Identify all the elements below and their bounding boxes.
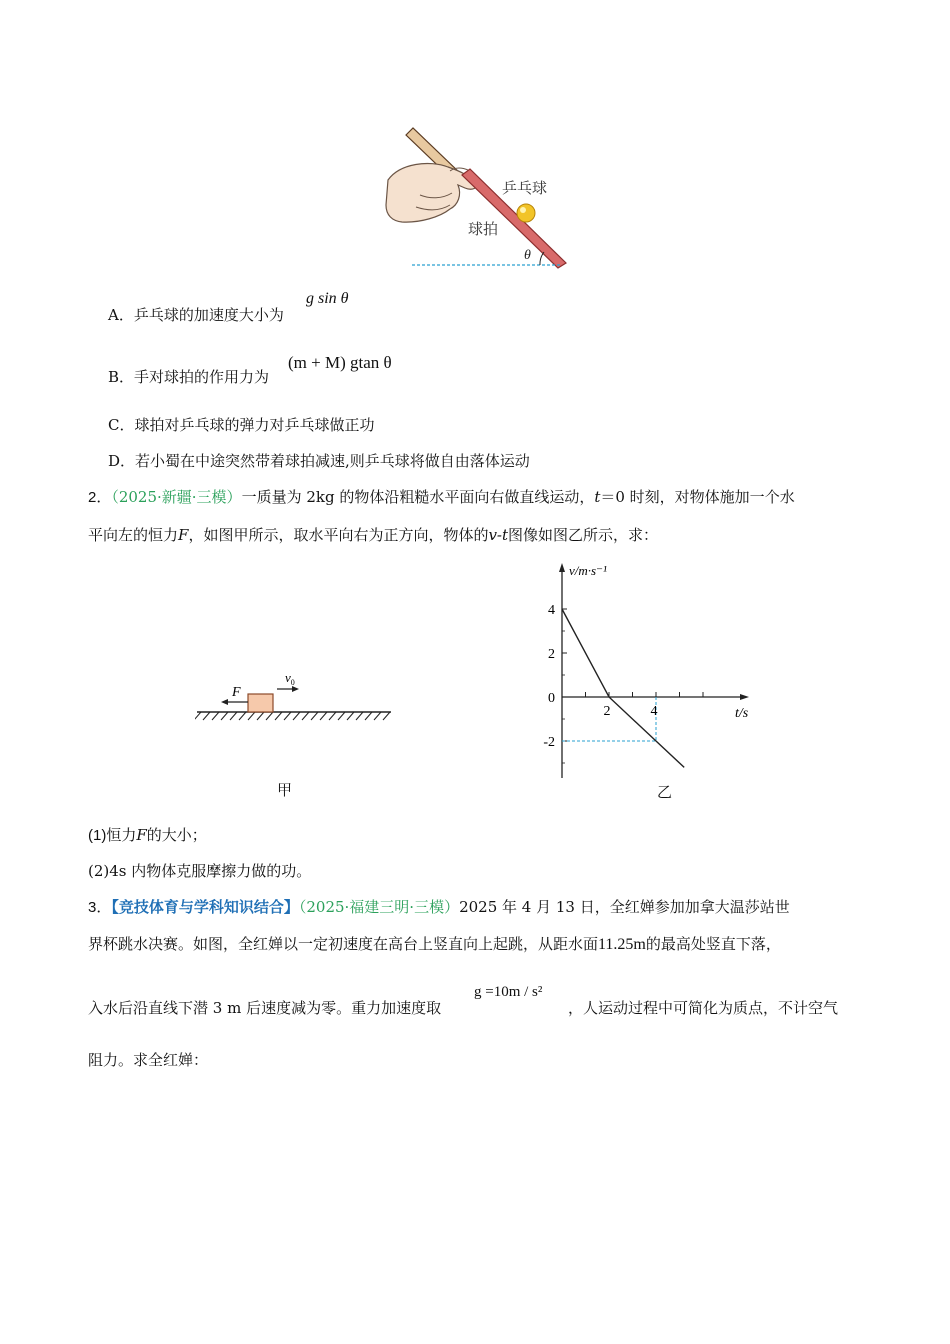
q3-text: 的最高处竖直下落， xyxy=(645,935,781,953)
velocity-arrow-icon xyxy=(277,686,299,692)
q2-t-symbol: t xyxy=(594,488,601,506)
label-ball: 乒乓球 xyxy=(502,179,548,197)
q3-text: 阻力。求全红婵： xyxy=(88,1051,209,1069)
q2-line2 xyxy=(88,525,658,545)
figure-racket-ball xyxy=(380,125,580,275)
option-a xyxy=(108,305,284,325)
vt-chart xyxy=(535,560,760,780)
q3-number: 3． xyxy=(88,899,112,916)
formula-a: g sin θ xyxy=(306,290,349,307)
q2-number: 2． xyxy=(88,489,112,506)
y-tick-label: -2 xyxy=(543,735,555,750)
hatch-mark xyxy=(356,712,363,720)
hatch-mark xyxy=(195,712,201,720)
hatch-mark xyxy=(284,712,291,720)
q3-text: 界杯跳水决赛。如图，全红婵以一定初速度在高台上竖直向上起跳，从距水面 xyxy=(88,935,599,953)
force-label: F xyxy=(232,685,241,700)
q2-sub2 xyxy=(88,861,311,881)
hatch-mark xyxy=(275,712,282,720)
formula-b: (m + M) gtan θ xyxy=(288,353,392,372)
q2-sub1-text: (1)恒力 xyxy=(88,827,137,844)
option-letter: C． xyxy=(108,416,135,434)
hatch-mark xyxy=(365,712,372,720)
q2-source: （2025·新疆·三模） xyxy=(111,488,242,506)
hatch-mark xyxy=(203,712,210,720)
ground-hatching xyxy=(195,712,390,720)
hatch-mark xyxy=(338,712,345,720)
q2-sub1-F: F xyxy=(136,826,147,844)
q3-line1 xyxy=(88,897,790,918)
velocity-subscript: 0 xyxy=(290,678,295,687)
hatch-mark xyxy=(293,712,300,720)
option-text: 若小蜀在中途突然带着球拍减速,则乒乓球将做自由落体运动 xyxy=(135,452,530,470)
q2-sub2-text: (2)4s 内物体克服摩擦力做的功。 xyxy=(88,862,312,880)
q2-text: 一质量为 2kg 的物体沿粗糙水平面向右做直线运动， xyxy=(241,488,595,506)
hatch-mark xyxy=(329,712,336,720)
series-line xyxy=(562,609,684,767)
q3-line3 xyxy=(88,998,441,1018)
q3-text: ，人运动过程中可简化为质点，不计空气 xyxy=(568,999,839,1017)
ping-pong-ball-icon xyxy=(517,204,535,222)
q3-line2 xyxy=(88,934,781,955)
q3-text: 入水后沿直线下潜 3 m 后速度减为零。重力加速度取 xyxy=(88,999,442,1017)
velocity-label: $v_0$ xyxy=(285,670,295,687)
q2-F-symbol: F xyxy=(178,526,189,544)
option-text: 球拍对乒乓球的弹力对乒乓球做正功 xyxy=(134,416,375,434)
hatch-mark xyxy=(266,712,273,720)
label-racket: 球拍 xyxy=(468,220,499,238)
q3-source: （2025·福建三明·三模） xyxy=(298,898,460,916)
y-tick-labels xyxy=(543,603,555,750)
x-tick-label: 2 xyxy=(603,704,611,719)
hatch-mark xyxy=(221,712,228,720)
option-letter: B． xyxy=(108,368,135,386)
hatch-mark xyxy=(212,712,219,720)
label-angle: θ xyxy=(524,248,531,263)
q2-text: ，如图甲所示，取水平向右为正方向，物体的 xyxy=(188,526,489,544)
q2-sub1 xyxy=(88,825,207,846)
caption-yi: 乙 xyxy=(657,783,673,801)
q3-line3b xyxy=(568,998,838,1018)
caption-jia: 甲 xyxy=(277,781,293,799)
hatch-mark xyxy=(311,712,318,720)
x-tick-label: 4 xyxy=(650,704,658,719)
hatch-mark xyxy=(239,712,246,720)
hatch-mark xyxy=(383,712,390,720)
y-tick-label: 4 xyxy=(548,603,555,618)
figure-jia xyxy=(195,665,395,735)
axis-ticks xyxy=(562,609,703,763)
q3-formula-g: g =10m / s² xyxy=(474,984,543,1000)
q2-text: ＝0 时刻，对物体施加一个水 xyxy=(600,488,795,506)
hatch-mark xyxy=(347,712,354,720)
hatch-mark xyxy=(374,712,381,720)
y-tick-label: 2 xyxy=(548,647,555,662)
y-axis-label: v/m·s⁻¹ xyxy=(569,563,607,578)
option-c xyxy=(108,415,375,435)
hatch-mark xyxy=(230,712,237,720)
y-axis xyxy=(559,563,565,778)
q3-text: 2025 年 4 月 13 日，全红婵参加加拿大温莎站世 xyxy=(459,898,790,916)
option-text: 手对球拍的作用力为 xyxy=(134,368,270,386)
option-b xyxy=(108,367,269,387)
q3-line4 xyxy=(88,1050,208,1070)
option-d xyxy=(108,451,530,471)
hatch-mark xyxy=(257,712,264,720)
x-axis-label: t/s xyxy=(735,706,749,721)
q2-line1 xyxy=(88,487,795,508)
block xyxy=(248,694,273,712)
hatch-mark xyxy=(302,712,309,720)
q2-text: 平向左的恒力 xyxy=(88,526,179,544)
option-letter: D． xyxy=(108,452,136,470)
q2-vt-symbol: v-t xyxy=(488,526,509,544)
q2-text: 图像如图乙所示，求： xyxy=(508,526,659,544)
hand-icon xyxy=(386,163,477,222)
hatch-mark xyxy=(320,712,327,720)
option-letter: A． xyxy=(108,306,134,324)
q2-sub1-text: 的大小； xyxy=(146,826,207,844)
option-text: 乒乓球的加速度大小为 xyxy=(133,306,284,324)
y-tick-label: 0 xyxy=(548,691,555,706)
q3-height-value: 11.25m xyxy=(598,936,646,953)
hatch-mark xyxy=(248,712,255,720)
q3-tag: 【竞技体育与学科知识结合】 xyxy=(111,898,299,916)
